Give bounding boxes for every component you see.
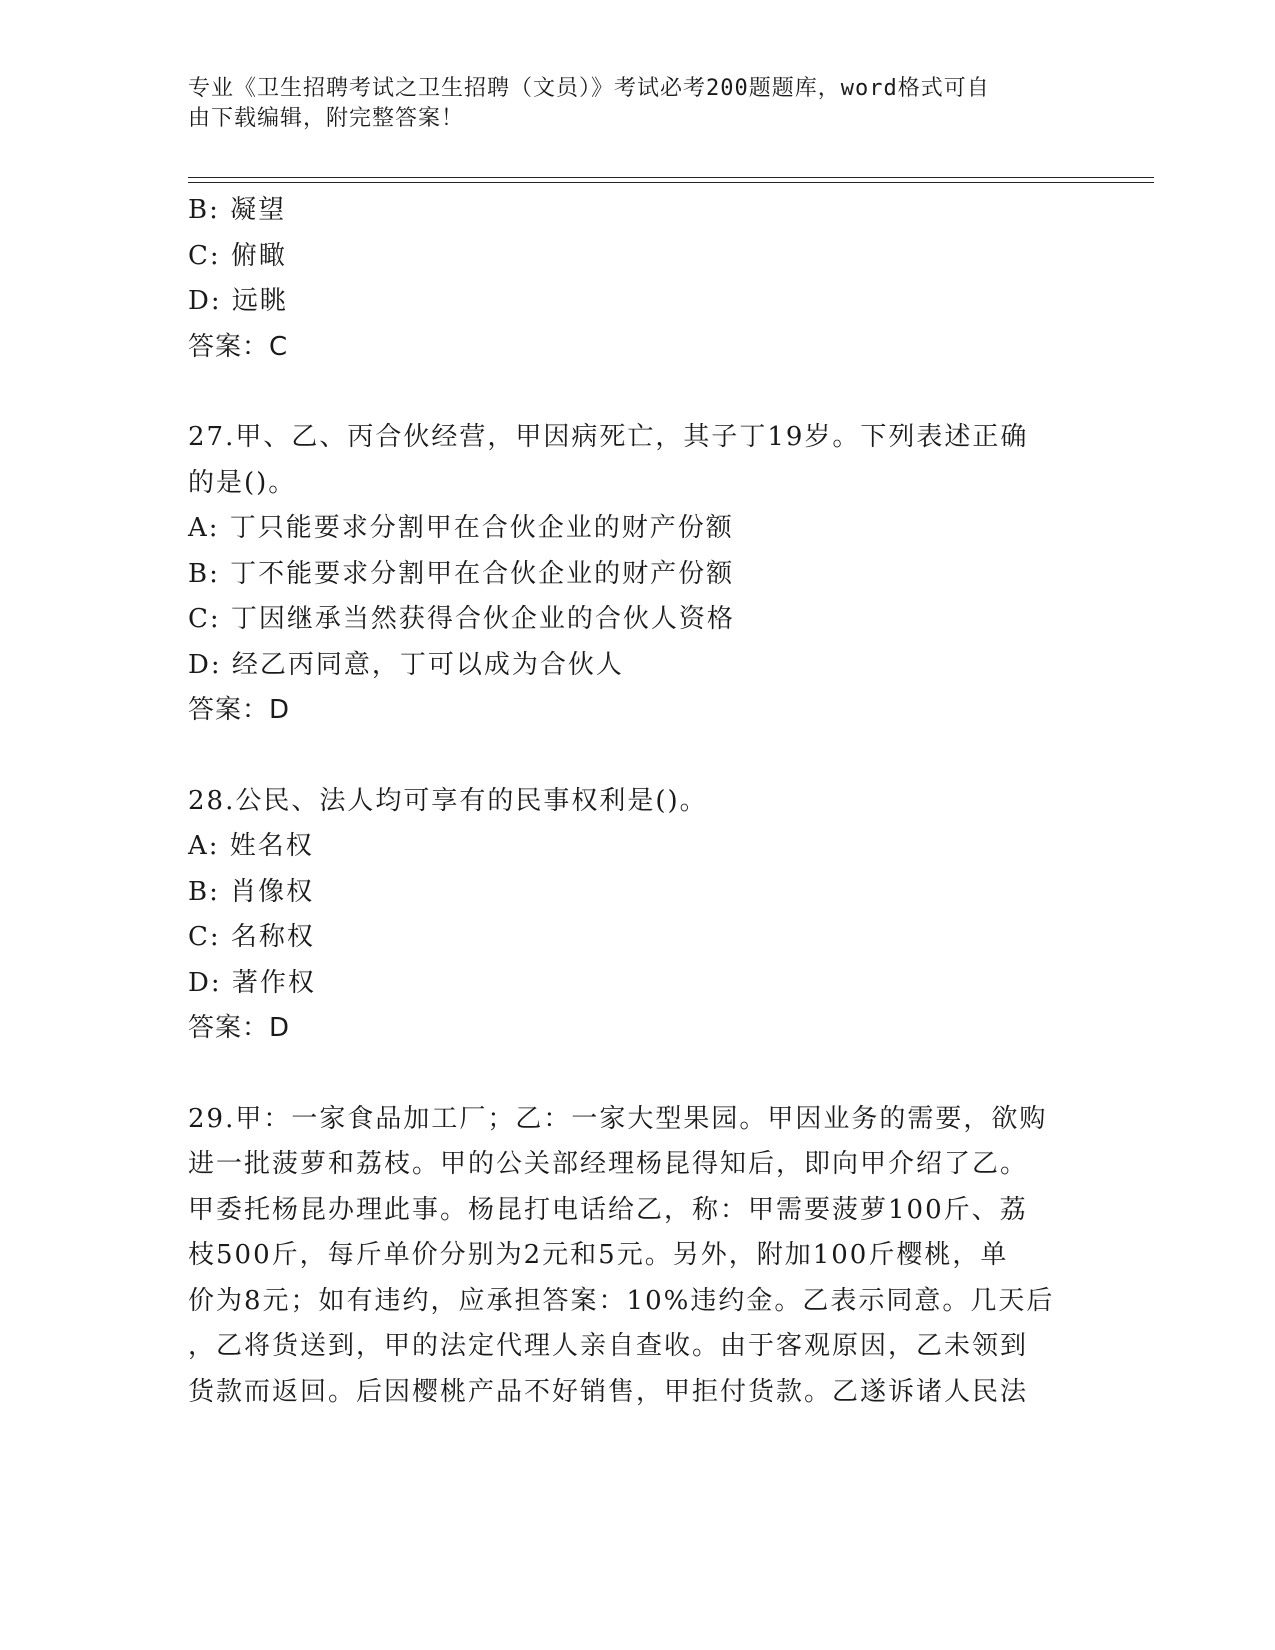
question-stem-line: 28.公民、法人均可享有的民事权利是()。 [188,785,708,816]
header-line-1: 专业《卫生招聘考试之卫生招聘（文员）》考试必考200题题库，word格式可自 [188,76,990,101]
option-c: C: 丁因继承当然获得合伙企业的合伙人资格 [188,604,735,634]
question-stem-line: 甲委托杨昆办理此事。杨昆打电话给乙，称：甲需要菠萝100斤、荔 [188,1194,1028,1225]
question-stem-line: 的是()。 [188,467,297,498]
header-divider-top [188,177,1154,178]
question-stem-line: 枝500斤，每斤单价分别为2元和5元。另外，附加100斤樱桃，单 [188,1240,1009,1270]
question-stem-line: 29.甲：一家食品加工厂；乙：一家大型果园。甲因业务的需要，欲购 [188,1103,1048,1134]
option-b: B: 丁不能要求分割甲在合伙企业的财产份额 [188,558,735,589]
question-29 [188,1097,1088,1416]
document-header [188,74,1068,134]
question-stem-line: ，乙将货送到，甲的法定代理人亲自查收。由于客观原因，乙未领到 [188,1331,1029,1361]
question-26 [188,188,1088,370]
question-stem-line: 价为8元；如有违约，应承担答案：10%违约金。乙表示同意。几天后 [188,1285,1055,1316]
answer: 答案：D [188,695,291,725]
answer: 答案：D [188,1013,291,1043]
spacer [188,1052,1088,1097]
option-b: B: 凝望 [188,195,287,225]
question-27 [188,415,1088,734]
option-c: C: 名称权 [188,922,315,952]
option-b: B: 肖像权 [188,876,315,907]
question-stem-line: 货款而返回。后因樱桃产品不好销售，甲拒付货款。乙遂诉诸人民法 [188,1376,1029,1407]
header-divider-bottom [188,182,1154,183]
option-d: D: 经乙丙同意，丁可以成为合伙人 [188,649,624,680]
option-a: A: 姓名权 [188,831,314,861]
option-d: D: 远眺 [188,286,288,316]
option-a: A: 丁只能要求分割甲在合伙企业的财产份额 [188,513,734,543]
option-c: C: 俯瞰 [188,240,287,271]
question-stem-line: 27.甲、乙、丙合伙经营，甲因病死亡，其子丁19岁。下列表述正确 [188,422,1029,452]
answer: 答案：C [188,331,289,362]
option-d: D: 著作权 [188,967,316,998]
header-line-2: 由下载编辑，附完整答案！ [188,106,465,131]
spacer [188,370,1088,415]
spacer [188,734,1088,779]
question-content [188,188,1088,1415]
question-stem-line: 进一批菠萝和荔枝。甲的公关部经理杨昆得知后，即向甲介绍了乙。 [188,1149,1029,1179]
question-28 [188,779,1088,1052]
